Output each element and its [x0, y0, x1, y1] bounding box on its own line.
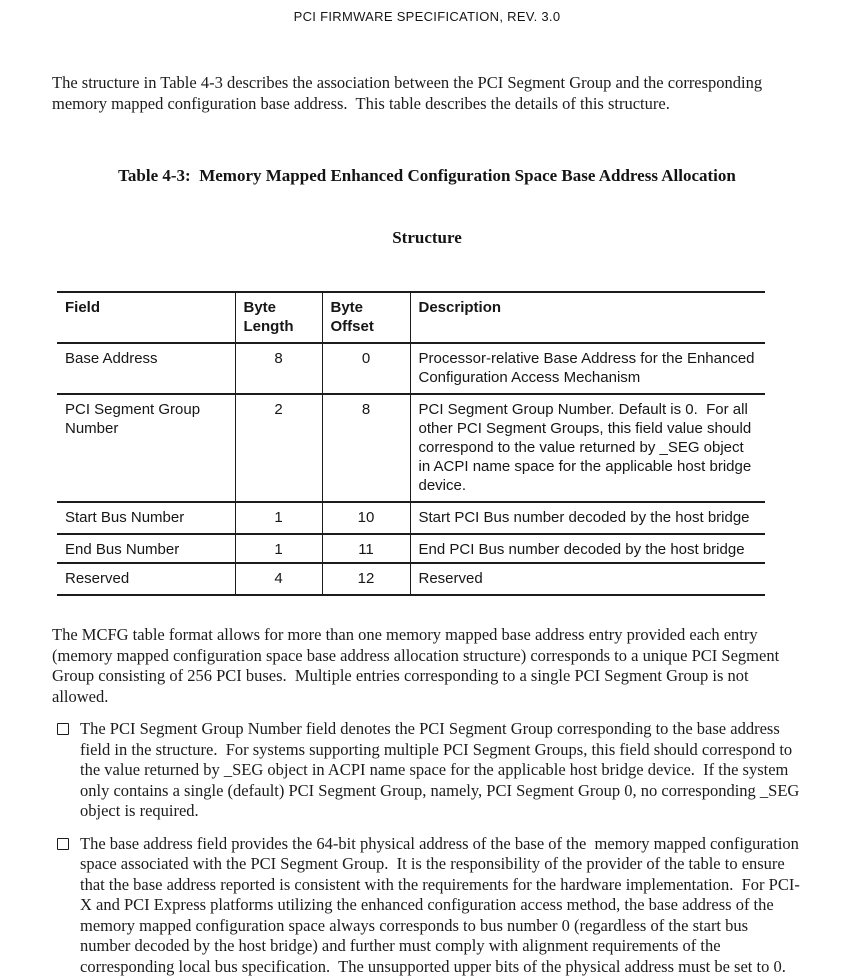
cell-description: End PCI Bus number decoded by the host bridge: [410, 534, 765, 563]
cell-field: Base Address: [57, 343, 235, 394]
table-caption-line-1: Table 4-3: Memory Mapped Enhanced Configuration Space Base Address Allocation: [52, 166, 802, 187]
cell-byte-length: 1: [235, 534, 322, 563]
running-header: PCI FIRMWARE SPECIFICATION, REV. 3.0: [52, 0, 802, 24]
table-caption-line-2: Structure: [52, 228, 802, 249]
bullet-item: [57, 719, 802, 822]
cell-field: End Bus Number: [57, 534, 235, 563]
cell-byte-offset: 10: [322, 502, 410, 534]
column-header-field: Field: [57, 292, 235, 343]
cell-byte-offset: 11: [322, 534, 410, 563]
cell-byte-length: 2: [235, 394, 322, 502]
bullet-list: [52, 719, 802, 977]
cell-field: Start Bus Number: [57, 502, 235, 534]
square-bullet-icon: [57, 723, 69, 735]
config-structure-table: [57, 291, 765, 596]
cell-field: Reserved: [57, 563, 235, 595]
cell-byte-length: 4: [235, 563, 322, 595]
table-row: [57, 563, 765, 595]
cell-byte-length: 8: [235, 343, 322, 394]
cell-description: Processor-relative Base Address for the Enhanced Configuration Access Mechanism: [410, 343, 765, 394]
cell-byte-offset: 0: [322, 343, 410, 394]
table-row: [57, 502, 765, 534]
bullet-text: The base address field provides the 64-bit physical address of the base of the memory mapped configuration space associated with the PCI Segment Group. It is the responsibility of the provider of the table to ensure that the base address reported is consistent with the requirements for the hardware implementation. For PCI-X and PCI Express platforms utilizing the enhanced configuration access method, the base address of the memory mapped configuration space always corresponds to bus number 0 (regardless of the start bus number decoded by the host bridge) and further must comply with alignment requirements of the corresponding local bus specification. The unsupported upper bits of the physical address must be set to 0.: [80, 834, 802, 977]
cell-byte-offset: 8: [322, 394, 410, 502]
table-row: [57, 343, 765, 394]
cell-byte-offset: 12: [322, 563, 410, 595]
intro-paragraph: The structure in Table 4-3 describes the association between the PCI Segment Group and the corresponding memory mapped configuration base address. This table describes the details of this structure.: [52, 73, 800, 114]
cell-byte-length: 1: [235, 502, 322, 534]
table-row: [57, 394, 765, 502]
column-header-description: Description: [410, 292, 765, 343]
square-bullet-icon: [57, 838, 69, 850]
cell-description: Reserved: [410, 563, 765, 595]
table-header-row: [57, 292, 765, 343]
cell-description: Start PCI Bus number decoded by the host bridge: [410, 502, 765, 534]
bullet-text: The PCI Segment Group Number field denotes the PCI Segment Group corresponding to the base address field in the structure. For systems supporting multiple PCI Segment Groups, this field should correspond to the value returned by _SEG object in ACPI name space for the applicable host bridge device. If the system only contains a single (default) PCI Segment Group, namely, PCI Segment Group 0, no corresponding _SEG object is required.: [80, 719, 802, 822]
mcfg-paragraph: The MCFG table format allows for more than one memory mapped base address entry provided each entry (memory mapped configuration space base address allocation structure) corresponds to a unique PCI Segment Group consisting of 256 PCI buses. Multiple entries corresponding to a single PCI Segment Group is not allowed.: [52, 625, 800, 707]
table-row: [57, 534, 765, 563]
column-header-byte-length: Byte Length: [235, 292, 322, 343]
table-caption: [52, 125, 802, 289]
column-header-byte-offset: Byte Offset: [322, 292, 410, 343]
cell-description: PCI Segment Group Number. Default is 0. For all other PCI Segment Groups, this field value should correspond to the value returned by _SEG object in ACPI name space for the applicable host bridge device.: [410, 394, 765, 502]
cell-field: PCI Segment Group Number: [57, 394, 235, 502]
bullet-item: [57, 834, 802, 977]
